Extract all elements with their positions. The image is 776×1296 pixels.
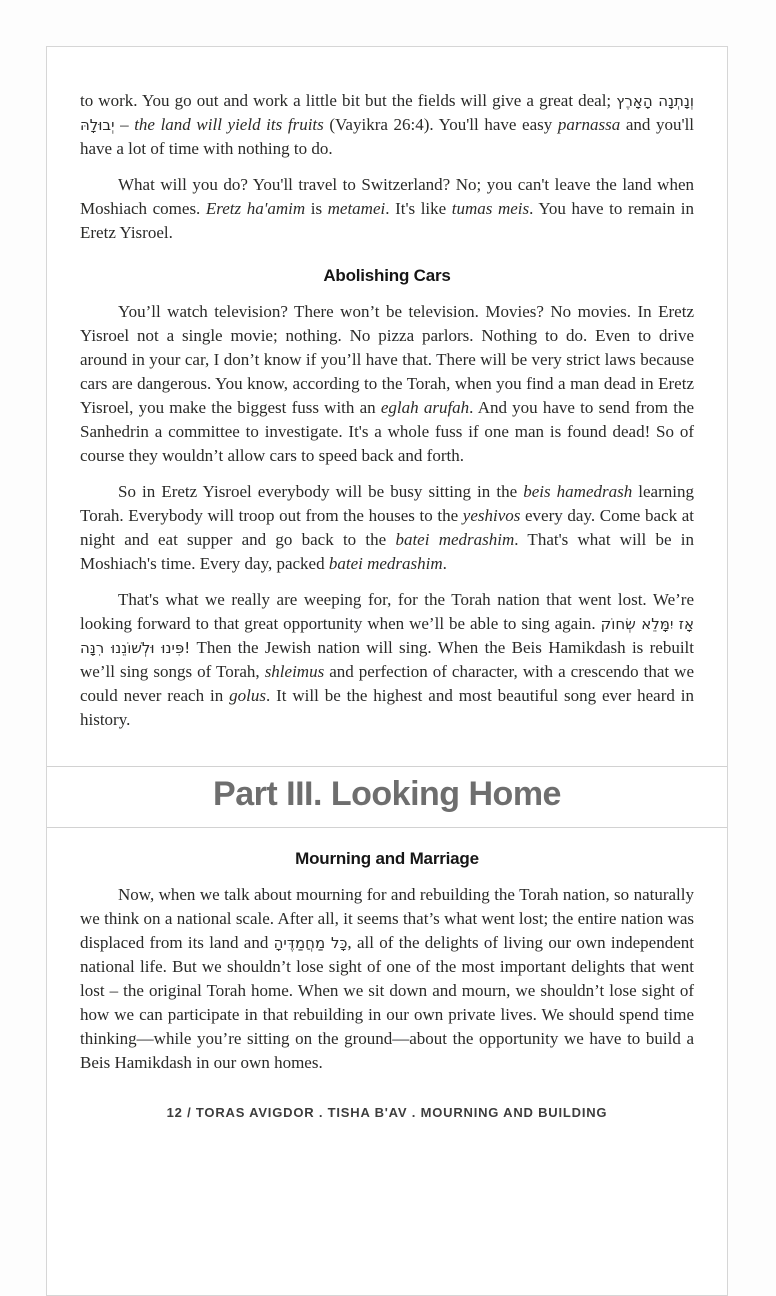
text-run: – <box>114 115 135 134</box>
italic-term: tumas meis <box>451 199 530 218</box>
part-divider <box>47 766 727 828</box>
hebrew-phrase: כָּל מַחֲמַדֶּיהָ <box>273 934 348 952</box>
italic-term: golus <box>229 686 266 705</box>
text-run: and perfection of character, with a crescendo that we could never reach in <box>80 662 694 705</box>
italic-term: Eretz ha'amim <box>205 199 306 218</box>
italic-term: metamei <box>327 199 386 218</box>
text-run: is <box>305 199 328 218</box>
text-run: So in Eretz Yisroel everybody will be busy sitting in the <box>118 482 524 501</box>
text-run: Then the Jewish nation will sing. When the Beis Hamikdash is rebuilt we’ll sing songs of Torah, <box>80 638 694 681</box>
hebrew-phrase: אָז יִמָּלֵא שְׂחוֹק פִּינוּ וּלְשׁוֹנֵנוּ רִנָּה! <box>80 615 694 657</box>
page-content <box>47 47 727 1120</box>
paragraph <box>80 173 694 245</box>
italic-term: the land will yield its fruits <box>134 115 324 134</box>
text-run: . And you have to send from the Sanhedrin a committee to investigate. It's a whole fuss if one man is found dead! So of course they wouldn’t allow cars to speed back and forth. <box>80 398 694 465</box>
paragraph <box>80 300 694 468</box>
text-run: every day. Come back at night and eat supper and go back to the <box>80 506 694 549</box>
text-run: and you'll have a lot of time with nothing to do. <box>80 115 695 158</box>
hebrew-phrase: וְנָתְנָה הָאָרֶץ יְבוּלָהּ <box>80 92 694 134</box>
page-footer-line: 12 / TORAS AVIGDOR . TISHA B'AV . MOURNING AND BUILDING <box>166 1105 608 1120</box>
text-run: What will you do? You'll travel to Switzerland? No; you can't leave the land when Moshiach comes. <box>80 175 694 218</box>
text-run: learning Torah. Everybody will troop out from the houses to the <box>80 482 694 525</box>
text-run: . It's like <box>385 199 452 218</box>
paragraph <box>80 883 694 1075</box>
text-run: You’ll watch television? There won’t be television. Movies? No movies. In Eretz Yisroel not a single movie; nothing. No pizza parlors. Nothing to do. Even to drive around in your car, I don’t know if you’ll have that. There will be very strict laws because cars are dangerous. You know, according to the Torah, when you find a man dead in Eretz Yisroel, you make the biggest fuss with an <box>80 302 694 417</box>
italic-term: batei medrashim <box>328 554 443 573</box>
italic-term: eglah arufah <box>380 398 470 417</box>
section-heading: Abolishing Cars <box>323 266 451 285</box>
text-run: . You have to remain in Eretz Yisroel. <box>80 199 694 242</box>
text-run: . That's what will be in Moshiach's time. Every day, packed <box>80 530 694 573</box>
article-body <box>80 89 694 1075</box>
text-run: to work. You go out and work a little bit but the fields will give a great deal; <box>80 91 617 110</box>
text-run: . <box>442 554 447 573</box>
text-run: (Vayikra 26:4). You'll have easy <box>323 115 558 134</box>
italic-term: parnassa <box>557 115 621 134</box>
paragraph <box>80 480 694 576</box>
text-run: , all of the delights of living our own independent national life. But we shouldn’t lose sight of one of the most important delights that went lost – the original Torah home. When we sit down and mourn, we shouldn’t lose sight of how we can participate in that rebuilding in our own private lives. We should spend time thinking—while you’re sitting on the ground—about the opportunity we have to build a Beis Hamikdash in our own homes. <box>80 933 694 1072</box>
paragraph <box>80 89 694 161</box>
paragraph <box>80 588 694 732</box>
italic-term: batei medrashim <box>395 530 515 549</box>
section-heading: Mourning and Marriage <box>295 849 479 868</box>
part-title: Part III. Looking Home <box>213 775 561 813</box>
italic-term: shleimus <box>264 662 325 681</box>
document-page <box>46 46 728 1296</box>
italic-term: beis hamedrash <box>523 482 633 501</box>
text-run: . It will be the highest and most beautiful song ever heard in history. <box>80 686 695 729</box>
italic-term: yeshivos <box>462 506 521 525</box>
text-run: Now, when we talk about mourning for and rebuilding the Torah nation, so naturally we think on a national scale. After all, it seems that’s what went lost; the entire nation was displaced from its land and <box>80 885 694 952</box>
text-run: That's what we really are weeping for, for the Torah nation that went lost. We’re looking forward to that great opportunity when we’ll be able to sing again. <box>80 590 694 633</box>
